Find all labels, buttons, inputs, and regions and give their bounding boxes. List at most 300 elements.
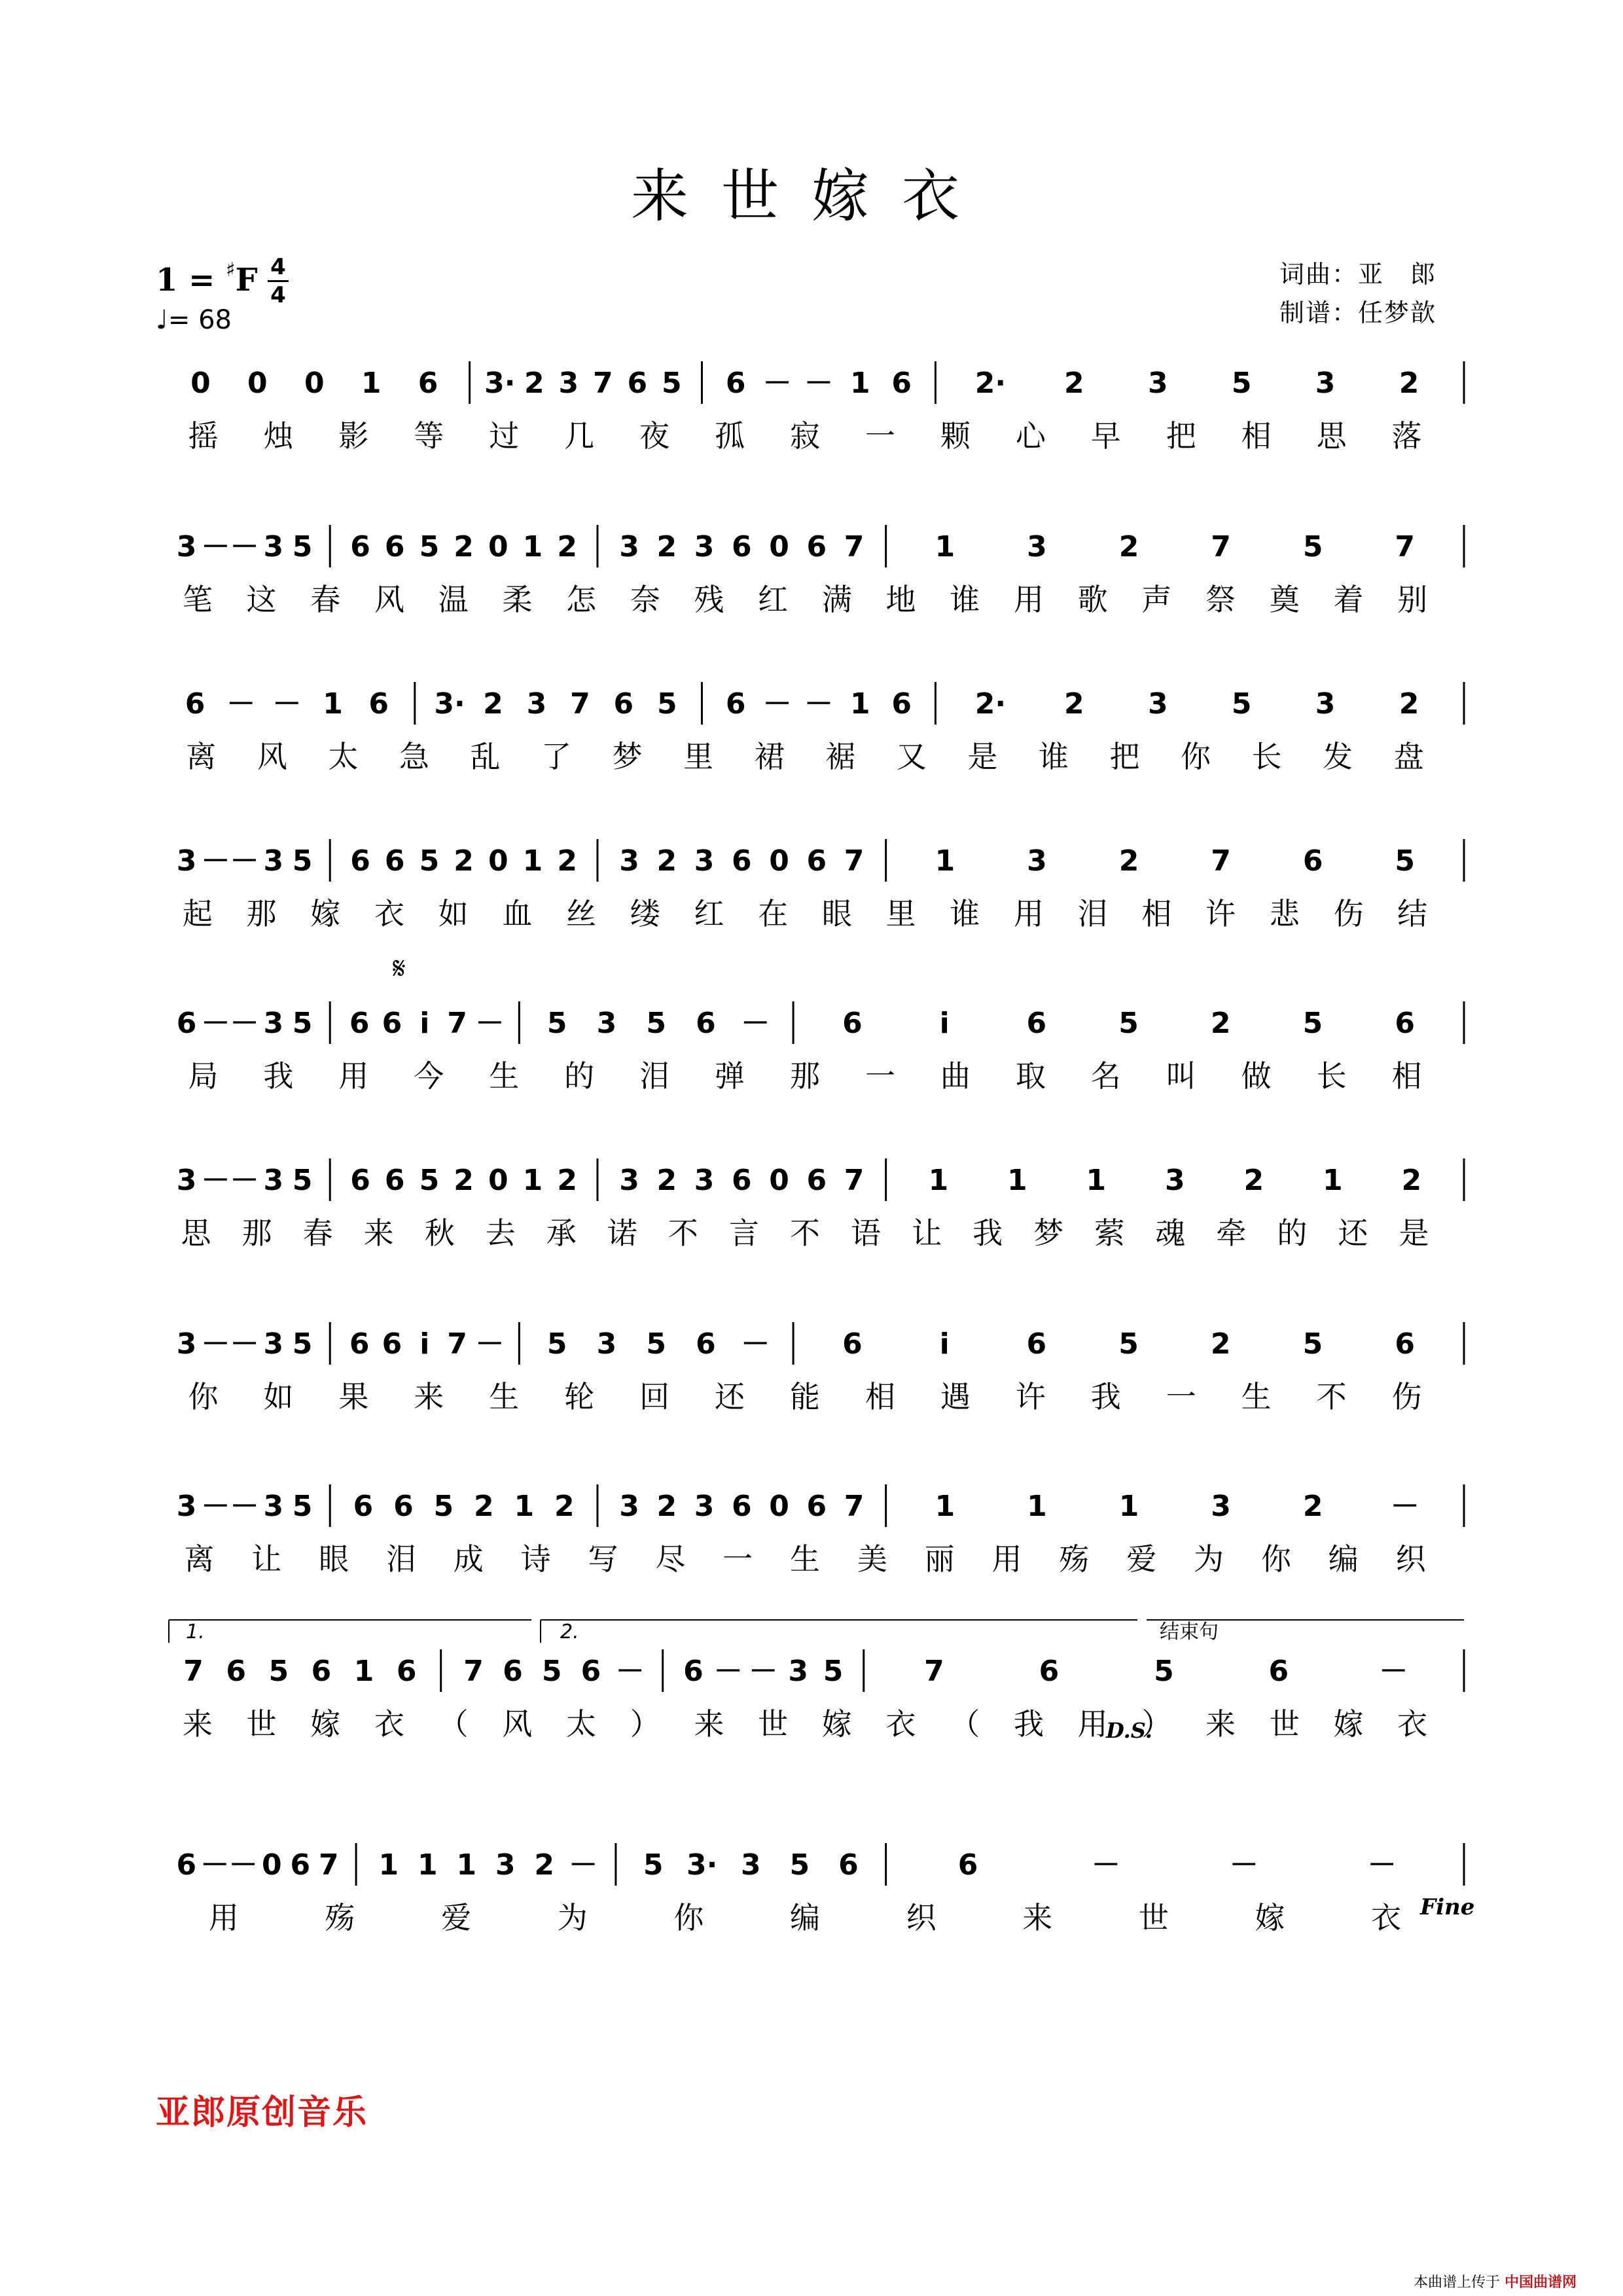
- lyric-char: 春: [310, 582, 341, 617]
- lyric-char: 丝: [566, 896, 597, 931]
- note: －: [201, 1007, 230, 1040]
- lyric-char: 我: [1090, 1379, 1121, 1414]
- note: 2: [1118, 530, 1139, 564]
- note: 2: [656, 530, 677, 564]
- lyric-char: 用: [1077, 1706, 1108, 1742]
- lyric-char: 泪: [639, 1058, 670, 1094]
- note: 3: [619, 530, 639, 564]
- lyric-char: 世: [246, 1706, 277, 1742]
- note: 3: [1027, 530, 1047, 564]
- note: 6: [393, 1490, 414, 1523]
- note: 5: [1302, 1327, 1323, 1361]
- lyric-char: 用: [1013, 896, 1044, 931]
- lyric-char: 衣: [1397, 1706, 1428, 1742]
- note: 6: [1395, 1007, 1415, 1040]
- lyric-char: 来: [694, 1706, 724, 1742]
- note: 6: [732, 530, 752, 564]
- lyric-char: 编: [1328, 1541, 1359, 1577]
- note: 6: [382, 1007, 402, 1040]
- note: 6: [806, 1164, 827, 1197]
- note: 3: [263, 1007, 284, 1040]
- lyric-char: 用: [991, 1541, 1022, 1577]
- lyric-char: 祭: [1205, 582, 1236, 617]
- note: 2: [557, 1164, 577, 1197]
- lyric-char: 衣: [374, 896, 404, 931]
- note: 6: [311, 1655, 332, 1688]
- lyric-char: 弹: [715, 1058, 745, 1094]
- note: 3: [176, 1164, 197, 1197]
- lyric-char: 把: [1166, 418, 1196, 454]
- note: 3: [1147, 367, 1168, 400]
- lyric-char: （: [438, 1706, 469, 1742]
- note: 7: [570, 687, 590, 721]
- lyric-char: 衣: [1371, 1900, 1402, 1935]
- note: 1: [456, 1848, 477, 1882]
- lyric-char: 如: [263, 1379, 294, 1414]
- note: i: [419, 1327, 430, 1361]
- lyric-char: 许: [1015, 1379, 1046, 1414]
- note: －: [228, 1848, 258, 1882]
- note: 2: [524, 367, 544, 400]
- lyric-char: 来: [363, 1215, 394, 1251]
- lyric-char: 了: [541, 739, 572, 774]
- note: －: [762, 367, 792, 400]
- lyric-char: 一: [865, 418, 895, 454]
- note: 3: [176, 1327, 197, 1361]
- note: 1: [850, 367, 870, 400]
- page-title: 来世嫁衣: [630, 162, 992, 230]
- lyric-char: 离: [184, 1541, 215, 1577]
- lyric-char: 谁: [950, 896, 980, 931]
- lyric-char: 心: [1015, 418, 1046, 454]
- lyric-char: 风: [502, 1706, 533, 1742]
- note: 3: [694, 1490, 715, 1523]
- note: 6: [384, 530, 405, 564]
- note: －: [226, 687, 256, 721]
- lyric-char: 诺: [607, 1215, 637, 1251]
- lyric-char: 烛: [263, 418, 294, 454]
- lyric-char: 把: [1109, 739, 1140, 774]
- lyric-char: 裾: [825, 739, 856, 774]
- note: 5: [541, 1655, 562, 1688]
- note: 5: [1118, 1327, 1139, 1361]
- note: 6: [683, 1655, 704, 1688]
- note: 6: [382, 1327, 402, 1361]
- lyric-char: 来: [182, 1706, 213, 1742]
- note: 2·: [974, 367, 1007, 400]
- note: 3: [176, 530, 197, 564]
- lyric-char: 地: [885, 582, 916, 617]
- volta-1-label: 1.: [186, 1621, 205, 1643]
- note: 3: [263, 1164, 284, 1197]
- note: 6: [627, 367, 648, 400]
- note: 6: [185, 687, 205, 721]
- lyric-char: 是: [1399, 1215, 1429, 1251]
- note: 1: [522, 530, 543, 564]
- note: 2·: [974, 687, 1007, 721]
- note: 0: [304, 367, 325, 400]
- lyric-char: 爱: [1126, 1541, 1157, 1577]
- note: 2: [1243, 1164, 1264, 1197]
- note: 6: [842, 1007, 863, 1040]
- note: 0: [769, 1490, 789, 1523]
- note: 3: [619, 844, 639, 878]
- note: 5: [1154, 1655, 1174, 1688]
- lyric-char: 回: [639, 1379, 670, 1414]
- lyric-char: 又: [896, 739, 927, 774]
- lyric-char: 爱: [441, 1900, 472, 1935]
- lyric-char: 谁: [950, 582, 980, 617]
- lyric-char: 血: [502, 896, 533, 931]
- note: －: [713, 1655, 743, 1688]
- note: 3: [619, 1490, 639, 1523]
- note: 0: [769, 1164, 789, 1197]
- note: 6: [1395, 1327, 1415, 1361]
- lyric-char: 长: [1251, 739, 1282, 774]
- lyric-char: 盘: [1393, 739, 1424, 774]
- lyric-char: 急: [399, 739, 429, 774]
- lyric-char: 思: [1316, 418, 1347, 454]
- note: 3: [263, 844, 284, 878]
- note: 7: [463, 1655, 484, 1688]
- lyric-char: 来: [1022, 1900, 1053, 1935]
- note: 6: [891, 687, 912, 721]
- note: 3·: [434, 687, 465, 721]
- note: 1: [850, 687, 870, 721]
- lyric-char: 着: [1333, 582, 1364, 617]
- note: 1: [1007, 1164, 1027, 1197]
- lyric-char: 那: [246, 896, 277, 931]
- lyric-char: 这: [246, 582, 277, 617]
- lyric-char: 思: [181, 1215, 211, 1251]
- note: 1: [522, 844, 543, 878]
- time-signature: [265, 254, 291, 308]
- lyric-char: 不: [790, 1215, 820, 1251]
- note: 3: [526, 687, 547, 721]
- lyric-char: 缕: [630, 896, 660, 931]
- lyric-char: 我: [1013, 1706, 1044, 1742]
- note: －: [475, 1327, 505, 1361]
- note: 5: [268, 1655, 289, 1688]
- note: －: [230, 1327, 259, 1361]
- lyric-char: 来: [414, 1379, 444, 1414]
- note: 0: [488, 530, 508, 564]
- lyric-char: 发: [1323, 739, 1353, 774]
- note: 1: [1322, 1164, 1343, 1197]
- lyric-char: 里: [885, 896, 916, 931]
- note: 5: [646, 1007, 667, 1040]
- note: 2: [656, 844, 677, 878]
- note: 1: [1118, 1490, 1139, 1523]
- note: 6: [349, 1007, 370, 1040]
- ending-label: 结束句: [1160, 1621, 1219, 1643]
- note: 3: [1165, 1164, 1185, 1197]
- lyric-char: 织: [1395, 1541, 1426, 1577]
- lyric-char: 残: [694, 582, 724, 617]
- note: 6: [353, 1490, 374, 1523]
- lyric-char: 嫁: [1255, 1900, 1285, 1935]
- note: 6: [290, 1848, 311, 1882]
- lyricist-credit: 词曲：亚 郎: [1279, 260, 1437, 289]
- lyric-char: 谁: [1038, 739, 1069, 774]
- lyric-char: 满: [821, 582, 852, 617]
- fine-marker: Fine: [1420, 1894, 1475, 1920]
- lyric-char: 孤: [715, 418, 745, 454]
- lyric-char: 不: [668, 1215, 698, 1251]
- note: －: [804, 687, 833, 721]
- meter-lower: 4: [270, 282, 286, 308]
- lyric-char: 织: [906, 1900, 936, 1935]
- note: 1: [323, 687, 343, 721]
- lyric-char: 生: [489, 1379, 520, 1414]
- note: 7: [844, 530, 865, 564]
- note: 6: [350, 844, 370, 878]
- lyric-char: 美: [857, 1541, 887, 1577]
- note: 5: [546, 1327, 567, 1361]
- note: 6: [580, 1655, 601, 1688]
- note: 6: [806, 844, 827, 878]
- lyric-char: 局: [188, 1058, 219, 1094]
- note: 1: [935, 844, 955, 878]
- note: i: [939, 1327, 950, 1361]
- note: 2: [557, 844, 577, 878]
- note: －: [230, 530, 259, 564]
- note: 6: [806, 1490, 827, 1523]
- meter-upper: 4: [270, 254, 286, 280]
- lyric-char: 轮: [564, 1379, 595, 1414]
- note: 5: [292, 1164, 313, 1197]
- lyric-char: 柔: [502, 582, 533, 617]
- note: 5: [823, 1655, 844, 1688]
- note: 1: [1027, 1490, 1047, 1523]
- note: 7: [844, 1164, 865, 1197]
- lyric-char: 今: [414, 1058, 444, 1094]
- footer-prefix: 本曲谱上传于: [1414, 2274, 1501, 2291]
- lyric-char: 夜: [639, 418, 670, 454]
- note: －: [230, 1007, 259, 1040]
- lyric-char: 长: [1316, 1058, 1347, 1094]
- note: 5: [419, 844, 440, 878]
- note: 0: [488, 1164, 508, 1197]
- note: 6: [350, 1164, 370, 1197]
- note: 5: [1231, 367, 1252, 400]
- note: 2: [454, 530, 474, 564]
- note: 6: [384, 1164, 405, 1197]
- note: 1: [514, 1490, 535, 1523]
- note: 5: [661, 367, 682, 400]
- segno-sign: 𝄋: [393, 950, 406, 986]
- lyric-char: 声: [1141, 582, 1172, 617]
- lyric-char: 我: [972, 1215, 1003, 1251]
- lyric-char: 寂: [790, 418, 820, 454]
- lyric-char: 乱: [470, 739, 501, 774]
- note: －: [762, 687, 792, 721]
- lyric-char: 写: [588, 1541, 618, 1577]
- note: 1: [417, 1848, 438, 1882]
- lyric-char: 泪: [1077, 896, 1108, 931]
- note: 2: [1399, 367, 1419, 400]
- note: 7: [183, 1655, 204, 1688]
- note: 2: [1064, 687, 1084, 721]
- lyric-char: 做: [1241, 1058, 1272, 1094]
- note: 2: [656, 1164, 677, 1197]
- note: 1: [378, 1848, 399, 1882]
- lyric-char: 去: [485, 1215, 516, 1251]
- note: 5: [643, 1848, 664, 1882]
- note: 3: [694, 1164, 715, 1197]
- lyric-char: 名: [1090, 1058, 1121, 1094]
- note: 5: [292, 1490, 313, 1523]
- quarter-note-icon: ♩: [156, 305, 168, 335]
- note: －: [741, 1007, 770, 1040]
- lyric-char: 红: [694, 896, 724, 931]
- note: －: [201, 1327, 230, 1361]
- note: 1: [935, 530, 955, 564]
- note: 6: [226, 1655, 246, 1688]
- lyric-char: 你: [1260, 1541, 1291, 1577]
- lyric-char: 的: [564, 1058, 595, 1094]
- note: 3: [788, 1655, 808, 1688]
- note: 3·: [687, 1848, 718, 1882]
- tempo-value: = 68: [168, 305, 232, 335]
- lyric-char: 别: [1397, 582, 1428, 617]
- note: 6: [396, 1655, 417, 1688]
- note: i: [419, 1007, 430, 1040]
- lyric-char: 你: [673, 1900, 704, 1935]
- note: －: [749, 1655, 778, 1688]
- site-logo: 中国曲谱网: [1505, 2274, 1577, 2291]
- note: 5: [546, 1007, 567, 1040]
- note: 2: [474, 1490, 494, 1523]
- lyric-char: 让: [912, 1215, 942, 1251]
- lyric-char: 嫁: [310, 1706, 341, 1742]
- lyric-char: 嫁: [1333, 1706, 1364, 1742]
- note: 6: [957, 1848, 978, 1882]
- note: 6: [176, 1007, 197, 1040]
- note: 3: [263, 1490, 284, 1523]
- key-text: 1 =: [156, 262, 215, 298]
- lyric-char: 遇: [940, 1379, 971, 1414]
- lyric-char: 果: [338, 1379, 369, 1414]
- lyric-char: 为: [1194, 1541, 1224, 1577]
- note: 1: [361, 367, 382, 400]
- lyric-char: 温: [438, 582, 469, 617]
- tempo-marking: [156, 305, 232, 335]
- note: 3: [176, 844, 197, 878]
- note: －: [230, 1490, 259, 1523]
- note: 2: [1302, 1490, 1323, 1523]
- note: 3·: [484, 367, 516, 400]
- note: 3: [1315, 687, 1336, 721]
- note: i: [939, 1007, 950, 1040]
- key-tonic: F: [235, 262, 258, 298]
- lyric-char: 承: [546, 1215, 577, 1251]
- lyric-char: 起: [182, 896, 213, 931]
- lyric-char: 眼: [319, 1541, 349, 1577]
- note: 0: [190, 367, 211, 400]
- lyric-char: 是: [967, 739, 998, 774]
- note: 3: [596, 1007, 617, 1040]
- lyric-char: 风: [374, 582, 404, 617]
- note: 2: [554, 1490, 575, 1523]
- lyric-char: 魂: [1155, 1215, 1186, 1251]
- note: 3: [1315, 367, 1336, 400]
- note: －: [1390, 1490, 1419, 1523]
- note: 6: [1039, 1655, 1060, 1688]
- lyric-char: （: [950, 1706, 980, 1742]
- note: 3: [263, 530, 284, 564]
- note: 6: [418, 367, 438, 400]
- lyric-char: 衣: [885, 1706, 916, 1742]
- note: 7: [1211, 844, 1231, 878]
- lyric-char: 那: [790, 1058, 820, 1094]
- lyric-char: 伤: [1391, 1379, 1422, 1414]
- lyric-char: 嫁: [310, 896, 341, 931]
- note: 3: [263, 1327, 284, 1361]
- lyric-char: 叫: [1166, 1058, 1196, 1094]
- lyric-char: 你: [1181, 739, 1211, 774]
- note: 5: [292, 844, 313, 878]
- lyric-char: 牵: [1216, 1215, 1247, 1251]
- ds-marker: D.S.: [1106, 1718, 1152, 1743]
- note: 0: [769, 530, 789, 564]
- lyric-char: 丽: [924, 1541, 955, 1577]
- lyric-char: 秋: [424, 1215, 455, 1251]
- lyric-char: 奠: [1269, 582, 1300, 617]
- note: 2: [1118, 844, 1139, 878]
- lyric-char: 生: [790, 1541, 820, 1577]
- sharp-sign: ♯: [226, 259, 236, 281]
- note: 7: [844, 1490, 865, 1523]
- note: 7: [592, 367, 613, 400]
- note: 0: [261, 1848, 282, 1882]
- lyric-char: 还: [715, 1379, 745, 1414]
- note: －: [804, 367, 833, 400]
- lyric-char: 落: [1391, 418, 1422, 454]
- note: 5: [1302, 1007, 1323, 1040]
- lyric-char: 用: [338, 1058, 369, 1094]
- note: 3: [596, 1327, 617, 1361]
- lyric-char: 等: [414, 418, 444, 454]
- note: 5: [292, 1327, 313, 1361]
- note: 5: [1118, 1007, 1139, 1040]
- lyric-char: 你: [188, 1379, 219, 1414]
- note: 5: [1231, 687, 1252, 721]
- note: 3: [558, 367, 579, 400]
- note: －: [1091, 1848, 1120, 1882]
- lyric-char: 梦: [612, 739, 643, 774]
- note: 6: [1302, 844, 1323, 878]
- lyric-char: 早: [1090, 418, 1121, 454]
- lyric-char: 取: [1015, 1058, 1046, 1094]
- lyric-char: 相: [1391, 1058, 1422, 1094]
- note: 6: [368, 687, 389, 721]
- note: 2: [557, 530, 577, 564]
- note: 6: [349, 1327, 370, 1361]
- note: 7: [1211, 530, 1231, 564]
- lyric-char: 相: [865, 1379, 895, 1414]
- note: 5: [419, 530, 440, 564]
- note: －: [201, 530, 230, 564]
- note: 1: [353, 1655, 374, 1688]
- lyric-char: 曲: [940, 1058, 971, 1094]
- note: 2: [534, 1848, 555, 1882]
- lyric-char: ）: [630, 1706, 660, 1742]
- note: 7: [924, 1655, 944, 1688]
- note: 2: [1210, 1007, 1231, 1040]
- lyric-char: 尽: [655, 1541, 686, 1577]
- note: 2: [483, 687, 503, 721]
